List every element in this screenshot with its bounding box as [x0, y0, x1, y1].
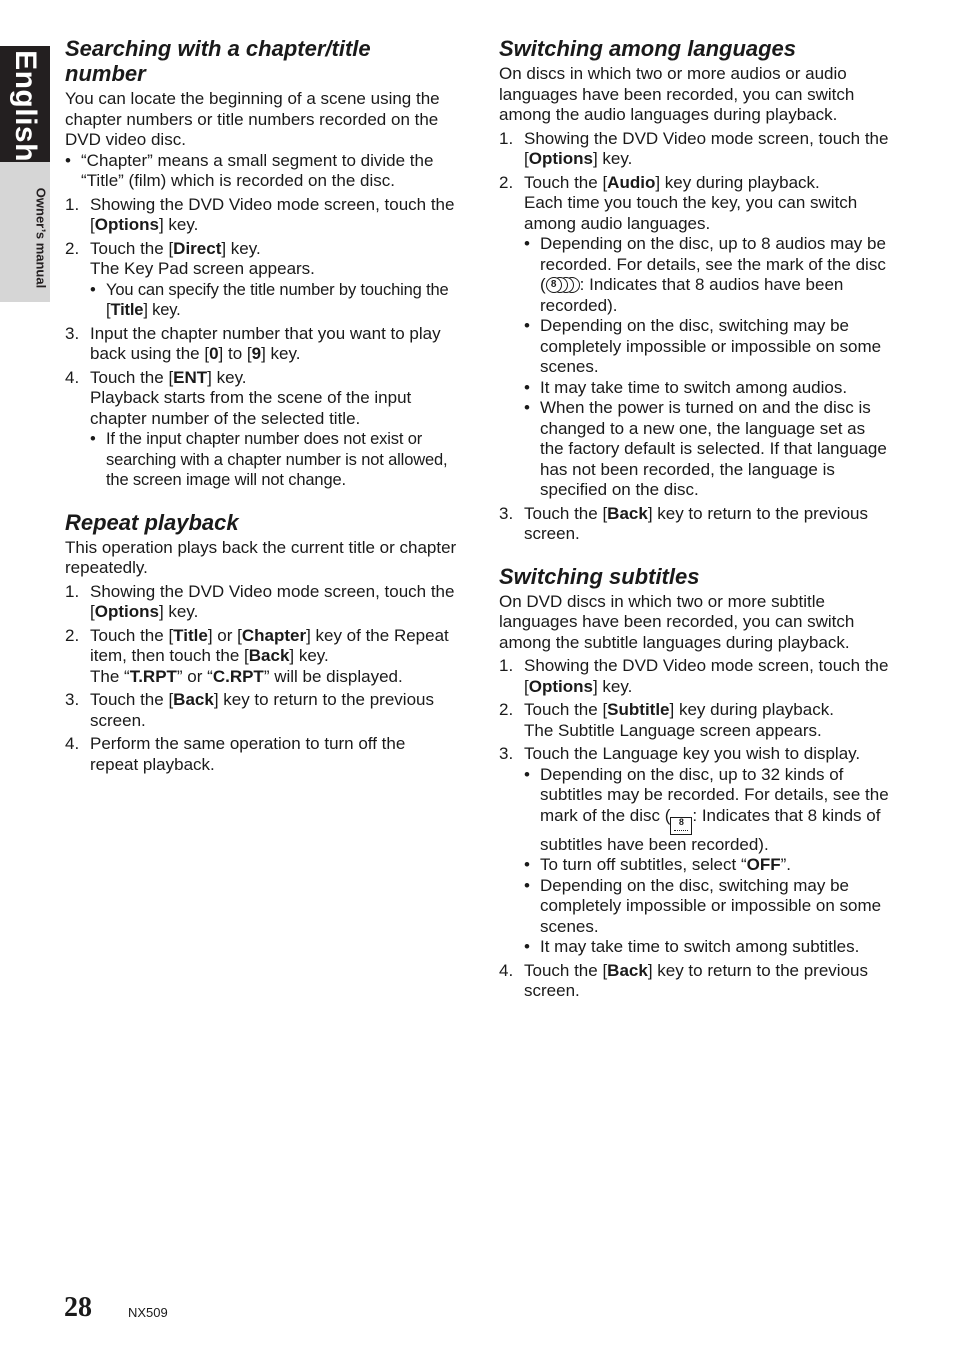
section-title: Repeat playback [65, 509, 239, 535]
options-key: Options [528, 676, 593, 696]
left-column [65, 36, 457, 775]
trpt-label: T.RPT [129, 666, 177, 686]
step-3: 3. Input the chapter number that you want to play back using the [0] to [9] key. [65, 323, 441, 363]
note-bullet: • “Chapter” means a small segment to divide the “Title” (film) which is recorded on the disc. [65, 150, 434, 190]
back-key: Back [607, 503, 648, 523]
bullet-turn-off: • To turn off subtitles, select “OFF”. [524, 855, 792, 874]
step-1: 1. Showing the DVD Video mode screen, touch the [Options] key. [499, 656, 889, 696]
bullet-factory-default: • When the power is turned on and the disc is changed to a new one, the language set as the factory default is selected. If that language has not been recorded, the language is specified on the disc. [524, 398, 887, 499]
step-4-bullet: • If the input chapter number does not exist or searching with a chapter number is not allowed, the screen image will not change. [90, 430, 448, 489]
step-2: 2. Touch the [Subtitle] key during playback. The Subtitle Language screen appears. [499, 700, 834, 740]
audio-key: Audio [607, 172, 656, 192]
options-key: Options [94, 215, 159, 234]
zero-key: 0 [209, 344, 219, 363]
section-title: Searching with a chapter/title number [65, 36, 371, 86]
manual-tab-label: Owner’s manual [33, 187, 49, 289]
back-key: Back [607, 960, 648, 980]
step-2-bullet: • You can specify the title number by touching the [Title] key. [90, 280, 449, 319]
section-subtitles [499, 564, 891, 1002]
crpt-label: C.RPT [212, 666, 264, 686]
section-languages [499, 36, 891, 545]
intro-text: You can locate the beginning of a scene using the chapter numbers or title numbers recorded on the DVD video disc. [65, 89, 440, 149]
page-number: 28 [64, 1292, 92, 1323]
bullet-audio-count: • Depending on the disc, up to 8 audios may be recorded. For details, see the mark of the disc ( 8 : Indicates that 8 audios have been recorded). [524, 234, 886, 315]
nine-key: 9 [251, 344, 262, 363]
section-search [65, 36, 457, 491]
model-name: NX509 [128, 1305, 168, 1320]
intro-text: On discs in which two or more audios or audio languages have been recorded, you can switch among the audio languages during playback. [499, 64, 855, 124]
bullet-switch-impossible: • Depending on the disc, switching may be completely impossible or impossible on some scenes. [524, 316, 882, 376]
off-label: OFF [746, 855, 781, 874]
bullet-subtitle-count: • Depending on the disc, up to 32 kinds of subtitles may be recorded. For details, see the mark of the disc ( 8 : Indicates that 8 kinds of subtitles have been recorded). [524, 764, 889, 854]
subtitle-key: Subtitle [607, 700, 670, 719]
bullet-switch-time: • It may take time to switch among subtitles. [524, 937, 860, 956]
direct-key: Direct [173, 238, 222, 258]
title-key: Title [173, 625, 208, 645]
subtitle-disc-icon: 8 [670, 817, 692, 835]
step-1: 1. Showing the DVD Video mode screen, touch the [Options] key. [499, 128, 889, 168]
step-4: 4. Touch the [Back] key to return to the previous screen. [499, 960, 868, 1000]
bullet-switch-time: • It may take time to switch among audios. [524, 377, 848, 397]
section-repeat [65, 510, 457, 776]
step-3: 3. Touch the [Back] key to return to the previous screen. [499, 503, 868, 543]
bullet-switch-impossible: • Depending on the disc, switching may be completely impossible or impossible on some scenes. [524, 875, 882, 936]
step-1: 1. Showing the DVD Video mode screen, touch the [Options] key. [65, 194, 455, 234]
multi-audio-disc-icon: 8 [546, 277, 580, 293]
step-2: 2. Touch the [Direct] key. The Key Pad screen appears. • You can specify the title number by touching the [Title] key. [65, 239, 457, 321]
right-column [499, 36, 891, 1002]
step-3: 3. Touch the [Back] key to return to the previous screen. [65, 690, 434, 730]
section-title: Switching subtitles [499, 563, 700, 589]
step-4: 4. Touch the [ENT] key. Playback starts from the scene of the input chapter number of the selected title. • If the input chapter number does not exist or searching with a chapter number is not allowed, the screen image will not change. [65, 368, 457, 491]
back-key: Back [173, 690, 214, 709]
options-key: Options [528, 149, 593, 168]
step-1: 1. Showing the DVD Video mode screen, touch the [Options] key. [65, 581, 455, 621]
language-tab-label: English [9, 50, 42, 162]
intro-text: On DVD discs in which two or more subtitle languages have been recorded, you can switch among the subtitle languages during playback. [499, 591, 855, 652]
intro-text: This operation plays back the current title or chapter repeatedly. [65, 537, 457, 577]
step-4: 4. Perform the same operation to turn off the repeat playback. [65, 734, 406, 774]
step-3: 3. Touch the Language key you wish to display. • Depending on the disc, up to 32 kinds of subtitles may be recorded. For details, see the mark of the disc ( 8 : Indicates that 8 kinds of subtitles have been recorded). • To turn off subtitles, select “OFF”. • Depending on the disc, switching may be completely impossible or impossible on some scenes. • It may take time to switch among subtitles. [499, 744, 891, 958]
title-key: Title [110, 301, 144, 319]
section-title: Switching among languages [499, 36, 797, 61]
options-key: Options [94, 602, 159, 621]
step-2: 2. Touch the [Audio] key during playback. Each time you touch the key, you can switch among audio languages. • Depending on the disc, up to 8 audios may be recorded. For details, see the mark of the disc ( 8 : Indicates that 8 audios have been recorded). • Depending on the disc, switching may be completely impossible or impossible on some scenes. • It may take time to switch among audios. • When the power is turned on and the disc is changed to a new one, the language set as the factory default is selected. If that language has not been recorded, the language is specified on the disc. [499, 173, 891, 501]
step-2: 2. Touch the [Title] or [Chapter] key of the Repeat item, then touch the [Back] key. The “T.RPT” or “C.RPT” will be displayed. [65, 625, 449, 686]
ent-key: ENT [173, 367, 208, 387]
back-key: Back [248, 646, 290, 665]
chapter-key: Chapter [241, 625, 307, 645]
